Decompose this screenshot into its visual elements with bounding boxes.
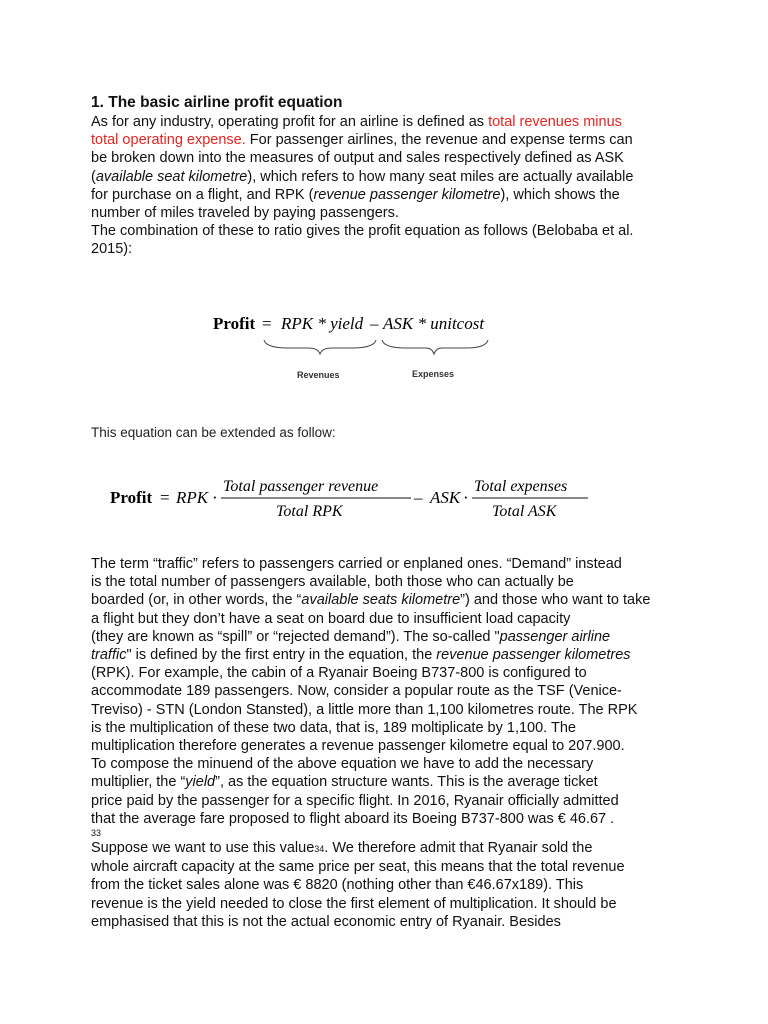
eq1-profit: Profit — [213, 314, 256, 333]
body-line — [91, 646, 691, 664]
body-line: To compose the minuend of the above equation we have to add the necessary — [91, 756, 594, 773]
body-line: The term “traffic” refers to passengers carried or enplaned ones. “Demand” instead — [91, 556, 622, 572]
italic-term: revenue passenger kilometre — [313, 186, 501, 203]
text: (they are known as “spill” or “rejected demand”). The so-called " — [91, 628, 500, 645]
intro-line-4 — [91, 168, 691, 186]
italic-term: available seats kilometre — [301, 592, 461, 609]
expenses-brace — [382, 340, 488, 354]
body-line — [91, 591, 691, 609]
body-paragraph — [91, 555, 691, 931]
text: multiplier, the “ — [91, 774, 186, 791]
text: As for any industry, operating profit for an airline is defined as — [91, 114, 489, 130]
text: . We therefore admit that Ryanair sold the — [324, 840, 593, 857]
text: for purchase on a flight, and RPK ( — [91, 186, 314, 203]
footnote-marker: 34 — [314, 844, 325, 855]
italic-term: yield — [185, 774, 216, 791]
intro-line-3: be broken down into the measures of output and sales respectively defined as ASK — [91, 150, 624, 167]
intro-line-6: number of miles traveled by paying passengers. — [91, 205, 399, 222]
body-line: (RPK). For example, the cabin of a Ryanair Boeing B737-800 is configured to — [91, 665, 587, 682]
eq1-equals: = — [262, 314, 272, 333]
eq1-expense-term: ASK * unitcost — [383, 314, 485, 333]
body-line: multiplication therefore generates a revenue passenger kilometre equal to 207.900. — [91, 738, 625, 755]
section-heading: 1. The basic airline profit equation — [91, 94, 343, 111]
body-line: accommodate 189 passengers. Now, consider a popular route as the TSF (Venice- — [91, 683, 622, 700]
eq2-dot-2: · — [463, 488, 469, 507]
text: ”) and those who want to take — [460, 592, 651, 609]
eq2-profit: Profit — [110, 488, 153, 507]
intro-paragraph — [91, 113, 691, 259]
body-line — [91, 839, 691, 858]
eq2-numerator-1: Total passenger revenue — [223, 478, 379, 495]
text: ( — [91, 168, 96, 185]
italic-term: revenue passenger kilometres — [436, 647, 631, 664]
eq1-minus: – — [370, 314, 379, 333]
revenues-brace — [264, 340, 376, 354]
text: For passenger airlines, the revenue and expense terms can — [245, 132, 633, 149]
body-line: Treviso) - STN (London Stansted), a little more than 1,100 kilometres route. The RPK — [91, 701, 638, 718]
intro-line-5 — [91, 186, 691, 204]
eq2-denominator-1: Total RPK — [276, 503, 343, 520]
body-line: revenue is the yield needed to close the first element of multiplication. It should be — [91, 895, 617, 912]
revenues-label: Revenues — [297, 370, 340, 380]
body-line: that the average fare proposed to flight aboard its Boeing B737-800 was € 46.67 . — [91, 810, 615, 827]
profit-equation-basic — [0, 302, 768, 392]
intro-line-7: The combination of these to ratio gives the profit equation as follows (Belobaba et al. — [91, 223, 634, 240]
eq2-equals: = — [160, 488, 170, 507]
body-line: emphasised that this is not the actual economic entry of Ryanair. Besides — [91, 913, 561, 930]
text: Suppose we want to use this value — [91, 840, 315, 857]
intro-line-2 — [91, 131, 691, 149]
eq2-minus: – — [414, 488, 423, 507]
text: ), which refers to how many seat miles are actually available — [247, 168, 634, 185]
intro-line-1 — [91, 113, 691, 131]
footnote-marker: 33 — [91, 828, 102, 839]
body-line: a flight but they don’t have a seat on board due to insufficient load capacity — [91, 610, 571, 627]
highlighted-text: total revenues minus — [488, 114, 622, 130]
italic-term: passenger airline — [499, 628, 611, 645]
italic-term: available seat kilometre — [95, 168, 248, 185]
highlighted-text: total operating expense. — [91, 132, 246, 149]
extension-caption: This equation can be extended as follow: — [91, 425, 336, 440]
text: ”, as the equation structure wants. This is the average ticket — [215, 774, 598, 791]
text: " is defined by the first entry in the equation, the — [126, 647, 437, 664]
intro-line-8: 2015): — [91, 241, 133, 258]
body-line: price paid by the passenger for a specific flight. In 2016, Ryanair officially admitted — [91, 792, 619, 809]
body-line: is the multiplication of these two data, that is, 189 moltiplicate by 1,100. The — [91, 719, 576, 736]
eq2-denominator-2: Total ASK — [492, 503, 557, 520]
eq2-rpk: RPK — [176, 488, 209, 507]
body-line: whole aircraft capacity at the same price per seat, this means that the total revenue — [91, 859, 625, 876]
profit-equation-extended — [0, 470, 768, 530]
body-line: from the ticket sales alone was € 8820 (nothing other than €46.67x189). This — [91, 877, 584, 894]
body-line — [91, 628, 691, 646]
eq1-revenue-term: RPK * yield — [281, 314, 364, 333]
body-line: is the total number of passengers available, both those who can actually be — [91, 574, 574, 591]
eq2-dot-1: · — [212, 488, 218, 507]
italic-term: traffic — [91, 647, 127, 664]
text: boarded (or, in other words, the “ — [91, 592, 302, 609]
eq2-ask: ASK — [430, 488, 461, 507]
text: ), which shows the — [500, 186, 620, 203]
body-line — [91, 773, 691, 791]
expenses-label: Expenses — [412, 369, 455, 379]
eq2-numerator-2: Total expenses — [474, 478, 568, 495]
